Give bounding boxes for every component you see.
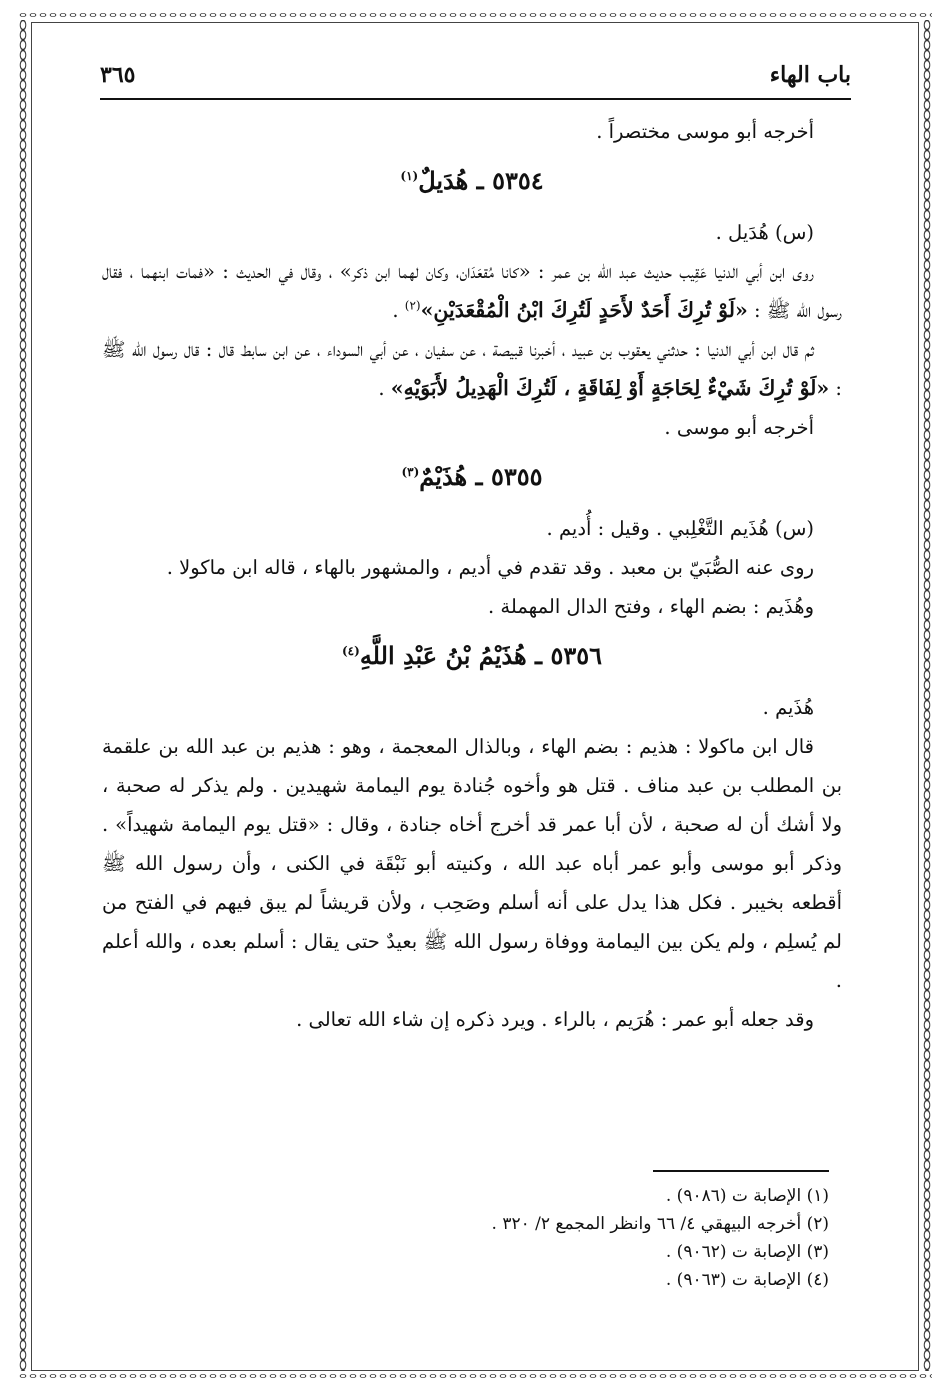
paragraph: روى عنه الصُّبَيّ بن معبد . وقد تقدم في أديم ، والمشهور بالهاء ، قاله ابن ماكولا . bbox=[166, 556, 814, 579]
footnote-separator bbox=[653, 1170, 829, 1172]
footnotes bbox=[229, 1182, 829, 1294]
footnote-ref: (٢) bbox=[404, 298, 421, 313]
footnote-ref: (١) bbox=[400, 169, 419, 183]
hadith-text: «لَوْ تُرِكَ أَحَدٌ لأَحَدٍ لَتُرِكَ ابْنُ الْمُقْعَدَيْنِ» bbox=[420, 298, 748, 322]
paragraph: أخرجه أبو موسى . bbox=[664, 416, 814, 439]
footnote-ref: (٤) bbox=[341, 644, 360, 658]
entry-name: هُذَيْمُ بْنُ عَبْدِ اللَّهِ bbox=[359, 641, 527, 670]
running-title: باب الهاء bbox=[769, 62, 851, 88]
footnote: (٤) الإصابة ت (٩٠٦٣) . bbox=[665, 1270, 829, 1290]
paragraph: (س) هُذَيم التَّغْلِبي . وقيل : أُديم . bbox=[546, 517, 814, 540]
hadith-text: «لَوْ تُرِكَ شَيْءٌ لِحَاجَةٍ أَوْ لِفَاقَةٍ ، لَتُرِكَ الْهَدِيلُ لأَبَوَيْهِ» bbox=[390, 376, 830, 400]
entry-name: هُدَيلٌ bbox=[418, 166, 469, 195]
page-number: ٣٦٥ bbox=[100, 62, 136, 88]
paragraph: وقد جعله أبو عمر : هُرَيم ، بالراء . ويرد ذكره إن شاء الله تعالى . bbox=[296, 1008, 814, 1031]
footnote-ref: (٣) bbox=[401, 465, 420, 479]
page-header bbox=[100, 62, 851, 100]
page-body bbox=[102, 112, 842, 1039]
paragraph: أخرجه أبو موسى مختصراً . bbox=[596, 120, 814, 143]
footnote: (٣) الإصابة ت (٩٠٦٢) . bbox=[665, 1242, 829, 1262]
entry-number: ٥٣٥٤ bbox=[492, 166, 544, 195]
entry-number: ٥٣٥٥ bbox=[490, 462, 543, 491]
paragraph: (س) هُدَيل . bbox=[715, 221, 814, 244]
entry-heading: ٥٣٥٦ ـ هُذَيْمُ بْنُ عَبْدِ اللَّهِ$^{(٤)}$ bbox=[341, 641, 602, 670]
entry-heading: ٥٣٥٥ ـ هُذَيْمٌ$^{(٣)}$ bbox=[401, 462, 543, 491]
entry-name: هُذَيْمٌ bbox=[419, 462, 468, 491]
entry-number: ٥٣٥٦ bbox=[550, 641, 602, 670]
paragraph: ثم قال ابن أبي الدنيا : حدثني يعقوب بن عبيد ، أخبرنا قبيصة ، عن سفيان ، عن أبي السوداء ، عن ابن سابط قال : قال رسول الله ﷺ : «لَوْ تُرِكَ شَيْءٌ لِحَاجَةٍ أَوْ لِفَاقَةٍ ، لَتُرِكَ الْهَدِيلُ لأَبَوَيْهِ» . bbox=[102, 338, 842, 400]
paragraph: هُذَيم . bbox=[762, 696, 814, 719]
border-ornament-left bbox=[18, 20, 28, 1371]
border-ornament-right bbox=[922, 20, 932, 1371]
border-ornament-bottom bbox=[18, 1371, 932, 1381]
footnote: (٢) أخرجه البيهقي ٤/ ٦٦ وانظر المجمع ٢/ ٣٢٠ . bbox=[491, 1214, 829, 1234]
border-ornament-top bbox=[18, 10, 932, 20]
footnote: (١) الإصابة ت (٩٠٨٦) . bbox=[665, 1186, 829, 1206]
paragraph: قال ابن ماكولا : هذيم : بضم الهاء ، وبالذال المعجمة ، وهو : هذيم بن عبد الله بن علقمة بن المطلب بن عبد مناف . قتل هو وأخوه جُنادة يوم اليمامة شهيدين . ولم يذكر له صحبة ، ولا أشك أن له صحبة ، لأن أبا عمر قد أخرج أخاه جنادة ، وقال : «قتل يوم اليمامة شهيداً» . وذكر أبو موسى وأبو عمر أباه عبد الله ، وكنيته أبو نَبْقَة في الكنى ، وأن رسول الله ﷺ أقطعه بخيبر . فكل هذا يدل على أنه أسلم وصَحِب ، ولأن قريشاً لم يبق فيهم في الفتح من لم يُسلِم ، ولم يكن بين اليمامة ووفاة رسول الله ﷺ بعيدٌ حتى يقال : أسلم بعده ، والله أعلم . bbox=[102, 735, 842, 992]
paragraph: روى ابن أبي الدنيا عَقِيب حديث عبد الله بن عمر : «كانا مُقعَدَان، وكان لهما ابن ذكر» ، وقال في الحديث : «فمات ابنهما ، فقال رسول الله ﷺ : «لَوْ تُرِكَ أَحَدٌ لأَحَدٍ لَتُرِكَ ابْنُ الْمُقْعَدَيْنِ»$^{(٢)}$ . bbox=[102, 260, 842, 322]
paragraph: وهُذَيم : بضم الهاء ، وفتح الدال المهملة . bbox=[488, 595, 814, 618]
entry-heading: ٥٣٥٤ ـ هُدَيلٌ$^{(١)}$ bbox=[400, 166, 544, 195]
